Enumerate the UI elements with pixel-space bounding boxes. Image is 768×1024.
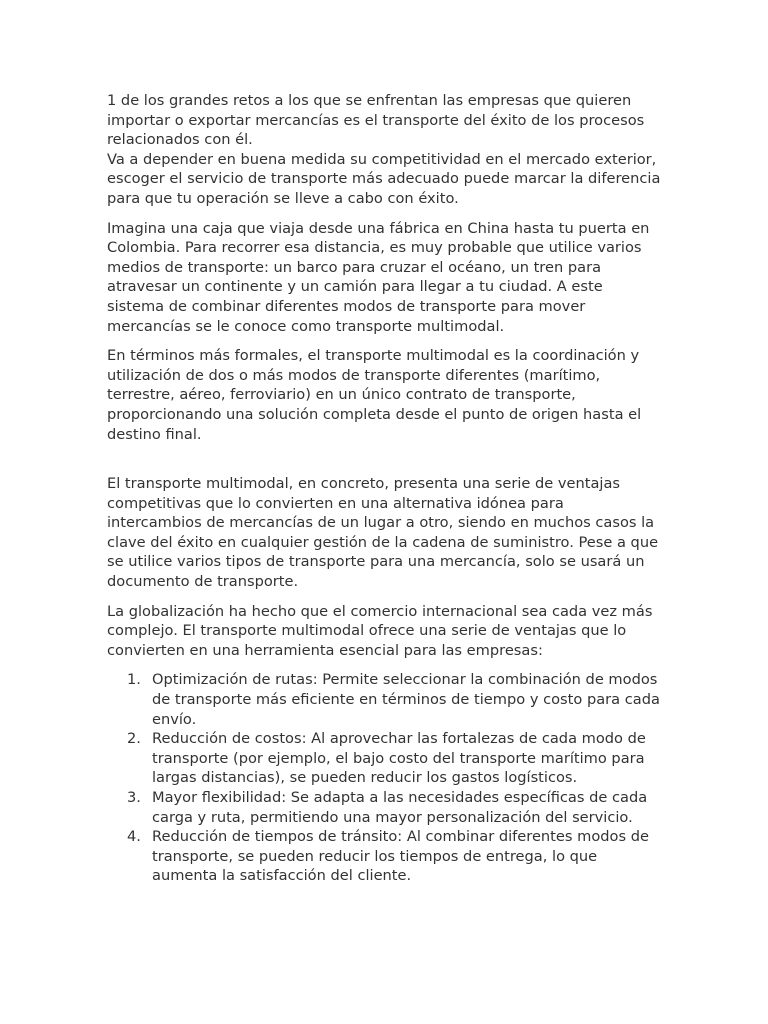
list-item (107, 729, 663, 788)
paragraph-advantages-intro: El transporte multimodal, en concreto, presenta una serie de ventajas competitivas que lo convierten en una alternativa idónea para intercambios de mercancías de un lugar a otro, siendo en muchos casos la clave del éxito en cualquier gestión de la cadena de suministro. Pese a que se utilice varios tipos de transporte para una mercancía, solo se usará un documento de transporte. (107, 475, 659, 591)
list-item (107, 788, 663, 827)
paragraph-globalization: La globalización ha hecho que el comercio internacional sea cada vez más complejo. El transporte multimodal ofrece una serie de ventajas que lo convierten en una herramienta esencial para las empresas: (107, 602, 653, 659)
advantages-list (107, 670, 663, 886)
list-item-text: Optimización de rutas: Permite seleccionar la combinación de modos de transporte más eficiente en términos de tiempo y costo para cada envío. (152, 671, 660, 728)
list-item-number: 1. (127, 671, 141, 689)
list-item-text: Reducción de tiempos de tránsito: Al combinar diferentes modos de transporte, se pueden reducir los tiempos de entrega, lo que aumenta la satisfacción del cliente. (152, 828, 649, 885)
list-item-text: Reducción de costos: Al aprovechar las fortalezas de cada modo de transporte (por ejemplo, el bajo costo del transporte marítimo para largas distancias), se pueden reducir los gastos logísticos. (152, 730, 646, 787)
paragraph-box-example: Imagina una caja que viaja desde una fábrica en China hasta tu puerta en Colombia. Para recorrer esa distancia, es muy probable que utilice varios medios de transporte: un barco para cruzar el océano, un tren para atravesar un continente y un camión para llegar a tu ciudad. A este sistema de combinar diferentes modos de transporte para mover mercancías se le conoce como transporte multimodal. (107, 219, 650, 335)
paragraph-intro: 1 de los grandes retos a los que se enfrentan las empresas que quieren importar o exportar mercancías es el transporte del éxito de los procesos relacionados con él. (107, 92, 645, 149)
list-item-number: 2. (127, 730, 141, 748)
paragraph-formal-definition: En términos más formales, el transporte multimodal es la coordinación y utilización de dos o más modos de transporte diferentes (marítimo, terrestre, aéreo, ferroviario) en un único contrato de transporte, proporcionando una solución completa desde el punto de origen hasta el destino final. (107, 347, 642, 443)
list-item-text: Mayor flexibilidad: Se adapta a las necesidades específicas de cada carga y ruta, permitiendo una mayor personalización del servicio. (152, 789, 648, 826)
list-item (107, 827, 663, 886)
document-body (107, 91, 663, 886)
paragraph-competitiveness: Va a depender en buena medida su competitividad en el mercado exterior, escoger el servicio de transporte más adecuado puede marcar la diferencia para que tu operación se lleve a cabo con éxito. (107, 150, 661, 207)
list-item (107, 670, 663, 729)
list-item-number: 3. (127, 789, 141, 806)
list-item-number: 4. (127, 828, 141, 846)
